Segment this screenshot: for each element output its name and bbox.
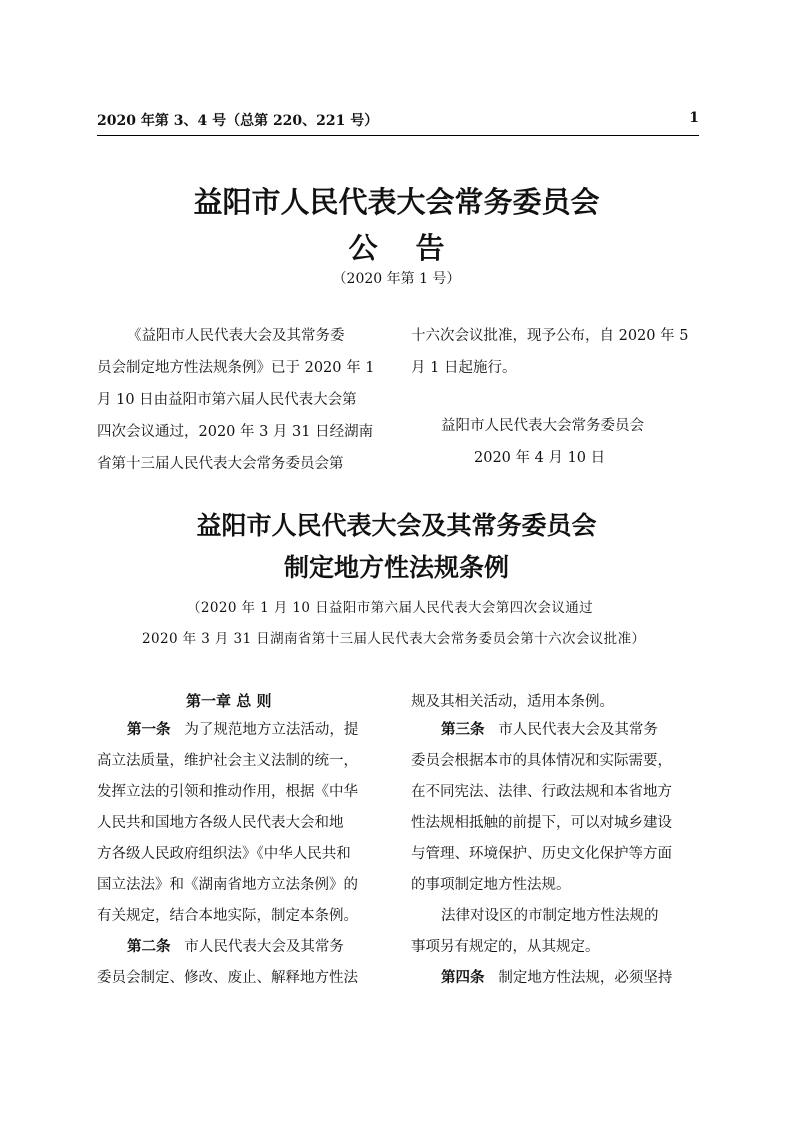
announcement-title: 益阳市人民代表大会常务委员会 — [193, 185, 600, 219]
announcement-line: 月 10 日由益阳市第六届人民代表大会第 — [97, 392, 357, 408]
article-line: 发挥立法的引领和推动作用，根据《中华 — [97, 784, 358, 800]
issue-label: 2020 年第 3、4 号（总第 220、221 号） — [97, 113, 379, 129]
article-line — [441, 718, 658, 739]
announcement-line: 十六次会议批准，现予公布，自 2020 年 5 — [411, 328, 689, 344]
article-line: 委员会制定、修改、废止、解释地方性法 — [97, 970, 358, 986]
article-line: 法律对设区的市制定地方性法规的 — [441, 908, 659, 924]
article-line — [127, 935, 344, 956]
article-text: 制定地方性法规，必须坚持 — [498, 970, 673, 986]
announcement-number: （2020 年第 1 号） — [332, 271, 461, 287]
announcement-line: 省第十三届人民代表大会常务委员会第 — [97, 456, 344, 472]
regulation-title: 益阳市人民代表大会及其常务委员会 — [196, 511, 597, 540]
header-rule — [97, 135, 699, 136]
article-line: 的事项制定地方性法规。 — [411, 877, 571, 893]
article-label: 第三条 — [441, 721, 485, 738]
article-line: 规及其相关活动，适用本条例。 — [411, 694, 614, 710]
article-text: 市人民代表大会及其常务 — [498, 722, 658, 738]
announcement-subtitle: 公告 — [348, 231, 483, 265]
article-line: 高立法质量，维护社会主义法制的统一， — [97, 753, 358, 769]
article-label: 第一条 — [127, 721, 171, 738]
article-line: 国立法法》和《湖南省地方立法条例》的 — [97, 877, 358, 893]
article-label: 第四条 — [441, 969, 485, 986]
signature-org: 益阳市人民代表大会常务委员会 — [441, 418, 644, 434]
passage-note: （2020 年 1 月 10 日益阳市第六届人民代表大会第四次会议通过 — [187, 600, 594, 616]
article-label: 第二条 — [127, 938, 171, 955]
article-line: 事项另有规定的，从其规定。 — [411, 939, 600, 955]
article-line: 与管理、环境保护、历史文化保护等方面 — [411, 846, 672, 862]
announcement-line: 四次会议通过，2020 年 3 月 31 日经湖南 — [97, 424, 374, 440]
regulation-title: 制定地方性法规条例 — [283, 553, 509, 582]
signature-date: 2020 年 4 月 10 日 — [474, 450, 606, 466]
article-text: 为了规范地方立法活动，提 — [184, 722, 359, 738]
article-line: 在不同宪法、法律、行政法规和本省地方 — [411, 784, 672, 800]
article-line — [127, 718, 358, 739]
article-line: 方各级人民政府组织法》《中华人民共和 — [97, 846, 351, 862]
announcement-line: 《益阳市人民代表大会及其常务委 — [127, 328, 345, 344]
article-line: 委员会根据本市的具体情况和实际需要， — [411, 753, 672, 769]
announcement-line: 月 1 日起施行。 — [411, 360, 517, 376]
article-line: 有关规定，结合本地实际，制定本条例。 — [97, 908, 358, 924]
passage-note: 2020 年 3 月 31 日湖南省第十三届人民代表大会常务委员会第十六次会议批准） — [142, 631, 646, 647]
article-line: 性法规相抵触的前提下，可以对城乡建设 — [411, 815, 672, 831]
page-number: 1 — [689, 110, 699, 126]
article-line: 人民共和国地方各级人民代表大会和地 — [97, 815, 344, 831]
article-line — [441, 966, 672, 987]
running-header — [97, 110, 699, 136]
chapter-heading: 第一章 总 则 — [186, 692, 272, 710]
announcement-line: 员会制定地方性法规条例》已于 2020 年 1 — [97, 360, 375, 376]
article-text: 市人民代表大会及其常务 — [184, 939, 344, 955]
